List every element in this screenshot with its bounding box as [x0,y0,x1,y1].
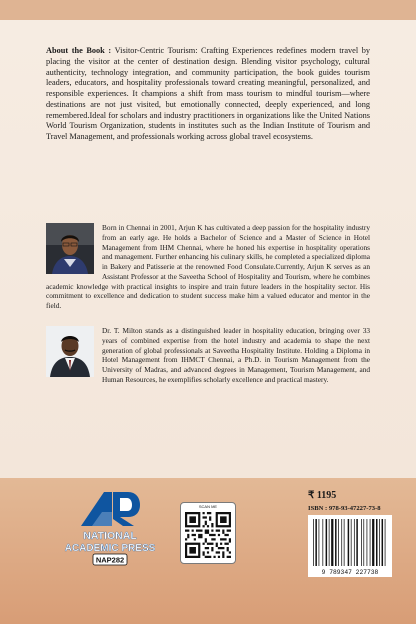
qr-code-card[interactable] [180,502,236,564]
author-photo-arjun [46,223,94,274]
barcode-bar [370,519,371,566]
barcode-bar [331,519,333,566]
barcode-bar [379,519,380,566]
qr-code-icon [185,512,231,558]
barcode-bar [341,519,342,566]
barcode-bar [313,519,314,566]
barcode-bar [372,519,374,566]
isbn-barcode [308,515,392,577]
barcode-bar [363,519,364,566]
barcode-bar [315,519,317,566]
barcode-bar [361,519,362,566]
barcode-bar [344,519,345,566]
barcode-bar [367,519,368,566]
barcode-bar [356,519,358,566]
barcode-bar [319,519,320,566]
barcode-bar [335,519,337,566]
barcode-bar [326,519,328,566]
barcode-bar [385,519,386,566]
about-label: About the Book : [46,46,115,55]
barcode-digits: 9 789347 227738 [321,569,379,576]
author-bio-milton [46,326,370,385]
isbn: ISBN : 978-93-47227-73-8 [308,505,381,512]
barcode-bar [354,519,355,566]
price-isbn-panel [298,490,394,577]
barcode-bar [338,519,339,566]
barcode-bar [329,519,330,566]
publisher-name-line1: NATIONAL [83,530,137,542]
author-photo-milton [46,326,94,377]
barcode-bar [348,519,350,566]
nap-emblem-icon [64,486,156,566]
barcode-bar [382,519,384,566]
barcode-bar [376,519,378,566]
publisher-name-line2: ACADEMIC PRESS [64,543,156,554]
author-bio-arjun [46,223,370,311]
author-bio-text-milton: Dr. T. Milton stands as a distinguished leader in hospitality education, bringing over 33 years of combined expertise from the hotel industry and academia to shape the next generation of global professionals at Saveetha Hospitality Institute. Holding a Diploma in Hotel Management from IHMCT Chennai, a Ph.D. in Tourism Management from the University of Madras, and advanced degrees in Management, Tourism Management, and Human Resources, he exemplifies scholarly excellence and practical mastery. [102,326,370,384]
qr-caption: SCAN ME [198,504,218,509]
barcode-icon [308,515,392,577]
top-color-band [0,0,416,20]
barcode-bar [351,519,352,566]
publisher-logo [64,486,156,566]
about-the-book [46,46,370,143]
publisher-code: NAP282 [95,555,125,565]
barcode-bar [322,519,323,566]
about-text: Visitor-Centric Tourism: Crafting Experiences redefines modern travel by placing the visitor at the center of destination design. Blending visitor psychology, cultural authenticity, technology integration, and community participation, the book guides tourism leaders, educators, and hospitality professionals toward creating meaningful, personalized, and responsible experiences. It champions a shift from mass tourism to mindful tourism—where destinations are not just visited, but emotionally connected, deeply experienced, and long remembered.Ideal for scholars and industry practitioners in organizations like the United Nations World Tourism Organization, students in institutes such as the Indian Institute of Tourism and Travel Management, and professionals working across global travel ecosystems. [46,46,371,141]
price: ₹ 1195 [308,490,337,501]
author-bio-text-arjun: Born in Chennai in 2001, Arjun K has cultivated a deep passion for the hospitality industry from an early age. He holds a Bachelor of Science and a Master of Science in Hotel Management from IHM Chennai, where he honed his expertise in hospitality operations and management. Further enhancing his culinary skills, he completed a specialized diploma in Bakery and Patisserie at the renowned Food Consulate.Currently, Arjun K serves as an Assistant Professor at the Saveetha School of Hospitality and Tourism, where he combines academic knowledge with practical insights to inspire and train future leaders in the hospitality sector. His commitment to excellence and dedication to student success make him a valued educator and mentor in the field. [46,223,370,310]
